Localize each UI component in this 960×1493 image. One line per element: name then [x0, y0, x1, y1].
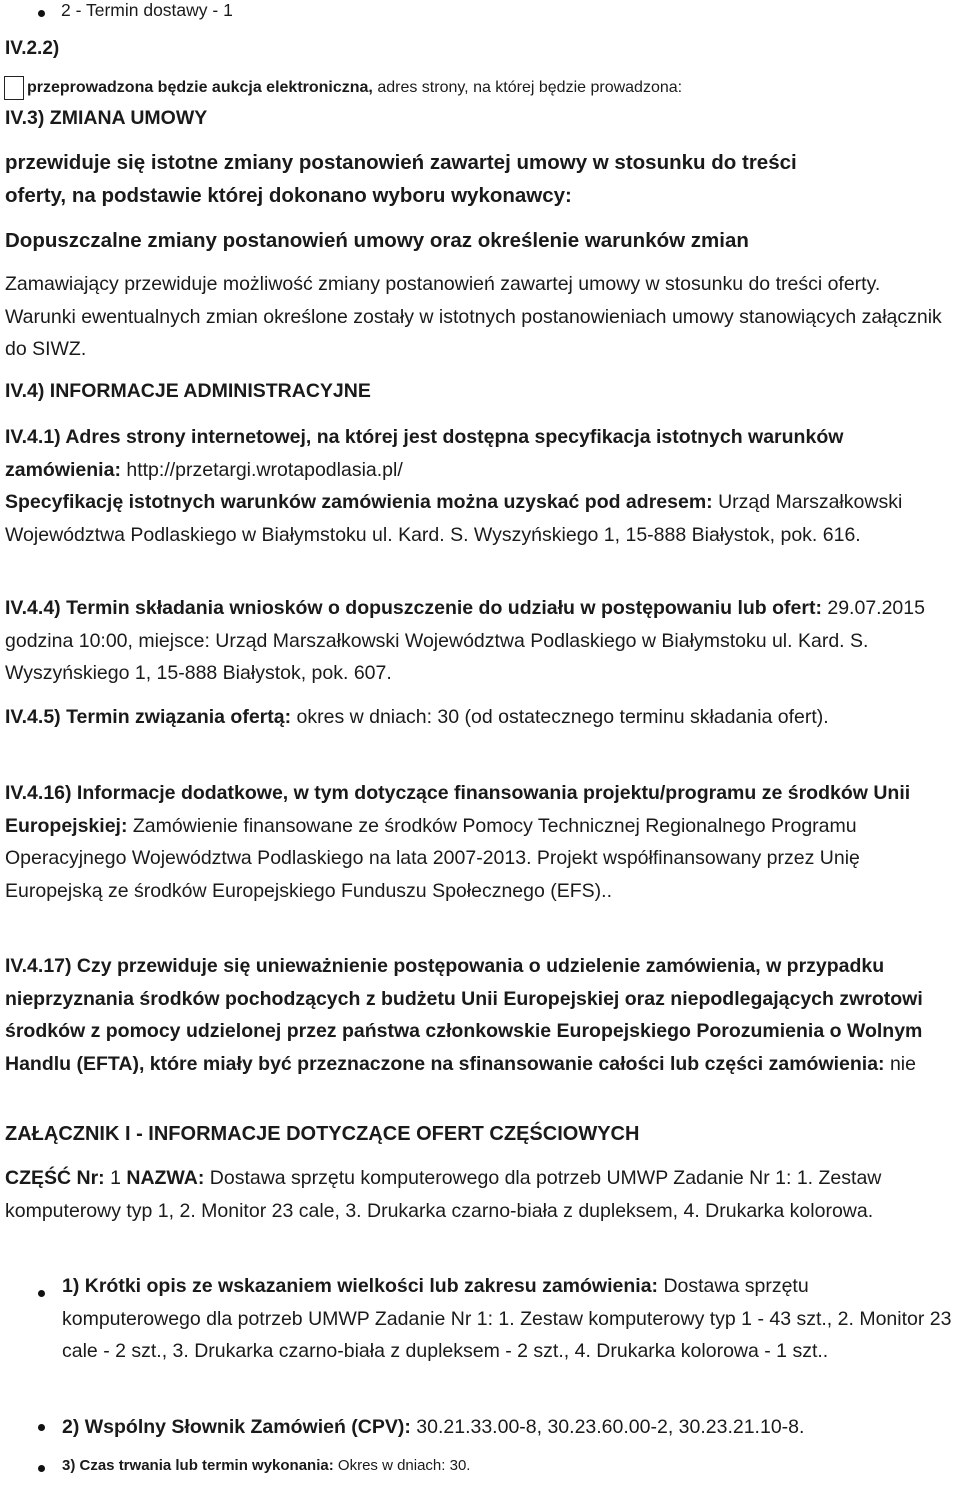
czesc-paragraph — [5, 1162, 955, 1227]
czesc-number: 1 — [104, 1167, 127, 1189]
auction-line — [27, 79, 682, 97]
iv45-label: IV.4.5) Termin związania ofertą: — [5, 706, 292, 728]
delivery-term-item: 2 - Termin dostawy - 1 — [61, 0, 233, 20]
auction-bold: przeprowadzona będzie aukcja elektroniczna, — [27, 79, 373, 96]
iv416-paragraph — [5, 777, 955, 907]
iv416-label: IV.4.16) Informacje dodatkowe, w tym dotyczące finansowania projektu/programu ze środków Unii Europejskiej: — [5, 782, 911, 837]
bullet-icon — [38, 1465, 45, 1472]
iv41-spec-label: Specyfikację istotnych warunków zamówienia można uzyskać pod adresem: — [5, 491, 713, 513]
iv417-paragraph — [5, 950, 955, 1080]
bullet-icon — [38, 10, 45, 17]
iv44-label: IV.4.4) Termin składania wniosków o dopuszczenie do udziału w postępowaniu lub ofert: — [5, 597, 822, 619]
item3-value: Okres w dniach: 30. — [333, 1457, 471, 1474]
iv3-line-3: Dopuszczalne zmiany postanowień umowy oraz określenie warunków zmian — [5, 229, 749, 252]
czesc-value: Dostawa sprzętu komputerowego dla potrzeb UMWP Zadanie Nr 1: 1. Zestaw komputerowy typ 1, 2. Monitor 23 cale, 3. Drukarka czarno-biała z dupleksem, 4. Drukarka kolorowa. — [5, 1167, 882, 1222]
iv44-paragraph — [5, 592, 955, 690]
iv3-line-1: przewiduje się istotne zmiany postanowień zawartej umowy w stosunku do treści — [5, 151, 797, 174]
list-item-1 — [62, 1270, 952, 1368]
iv44-value: 29.07.2015 godzina 10:00, miejsce: Urząd Marszałkowski Województwa Podlaskiego w Białymstoku ul. Kard. S. Wyszyńskiego 1, 15-888 Białystok, pok. 607. — [5, 597, 925, 684]
item2-label: 2) Wspólny Słownik Zamówień (CPV): — [62, 1416, 411, 1438]
item1-label: 1) Krótki opis ze wskazaniem wielkości lub zakresu zamówienia: — [62, 1275, 659, 1297]
iv41-spec-value: Urząd Marszałkowski Województwa Podlaskiego w Białymstoku ul. Kard. S. Wyszyńskiego 1, 15-888 Białystok, pok. 616. — [5, 491, 903, 546]
iv45-value: okres w dniach: 30 (od ostatecznego terminu składania ofert). — [291, 706, 829, 728]
section-iv3-heading: IV.3) ZMIANA UMOWY — [5, 107, 208, 129]
iv417-label: IV.4.17) Czy przewiduje się unieważnienie postępowania o udzielenie zamówienia, w przypadku nieprzyznania środków pochodzących z budżetu Unii Europejskiej oraz niepodlegających zwrotowi środków z pomocy udzielonej przez państwa członkowskie Europejskiego Porozumienia o Wolnym Handlu (EFTA), które miały być przeznaczone na sfinansowanie całości lub części zamówienia: — [5, 955, 923, 1075]
section-iv4-heading: IV.4) INFORMACJE ADMINISTRACYJNE — [5, 380, 371, 402]
auction-rest: adres strony, na której będzie prowadzona: — [372, 79, 683, 96]
iv417-value: nie — [884, 1052, 916, 1075]
item1-value: Dostawa sprzętu komputerowego dla potrzeb UMWP Zadanie Nr 1: 1. Zestaw komputerowy typ 1 - 43 szt., 2. Monitor 23 cale - 2 szt., 3. Drukarka czarno-biała z dupleksem - 2 szt., 4. Drukarka kolorowa - 1 szt.. — [62, 1275, 952, 1362]
nazwa-label: NAZWA: — [126, 1167, 205, 1189]
section-iv22: IV.2.2) — [5, 38, 60, 59]
zalacznik-heading: ZAŁĄCZNIK I - INFORMACJE DOTYCZĄCE OFERT CZĘŚCIOWYCH — [5, 1123, 640, 1145]
zamawiajacy-paragraph: Zamawiający przewiduje możliwość zmiany postanowień zawartej umowy w stosunku do treści oferty. Warunki ewentualnych zmian określone zostały w istotnych postanowieniach umowy stanowiących załącznik do SIWZ. — [5, 273, 942, 360]
iv41-label: IV.4.1) Adres strony internetowej, na której jest dostępna specyfikacja istotnych warunków zamówienia: — [5, 426, 844, 481]
bullet-icon — [38, 1290, 45, 1297]
item2-value: 30.21.33.00-8, 30.23.60.00-2, 30.23.21.10-8. — [410, 1416, 805, 1438]
iv41-paragraph — [5, 421, 955, 551]
bullet-icon — [38, 1424, 45, 1431]
item3-label: 3) Czas trwania lub termin wykonania: — [62, 1457, 334, 1474]
iv416-value: Zamówienie finansowane ze środków Pomocy Technicznej Regionalnego Programu Operacyjnego Województwa Podlaskiego na lata 2007-2013. Projekt współfinansowany przez Unię Europejską ze środków Europejskiego Funduszu Społecznego (EFS).. — [5, 814, 860, 902]
iv45-paragraph — [5, 701, 955, 734]
iv41-value: http://przetargi.wrotapodlasia.pl/ — [120, 458, 403, 481]
iv3-line-2: oferty, na podstawie której dokonano wyboru wykonawcy: — [5, 184, 572, 207]
czesc-label: CZĘŚĆ Nr: — [5, 1167, 105, 1189]
list-item-3 — [62, 1457, 470, 1474]
checkbox-icon — [4, 76, 24, 100]
list-item-2 — [62, 1411, 952, 1444]
